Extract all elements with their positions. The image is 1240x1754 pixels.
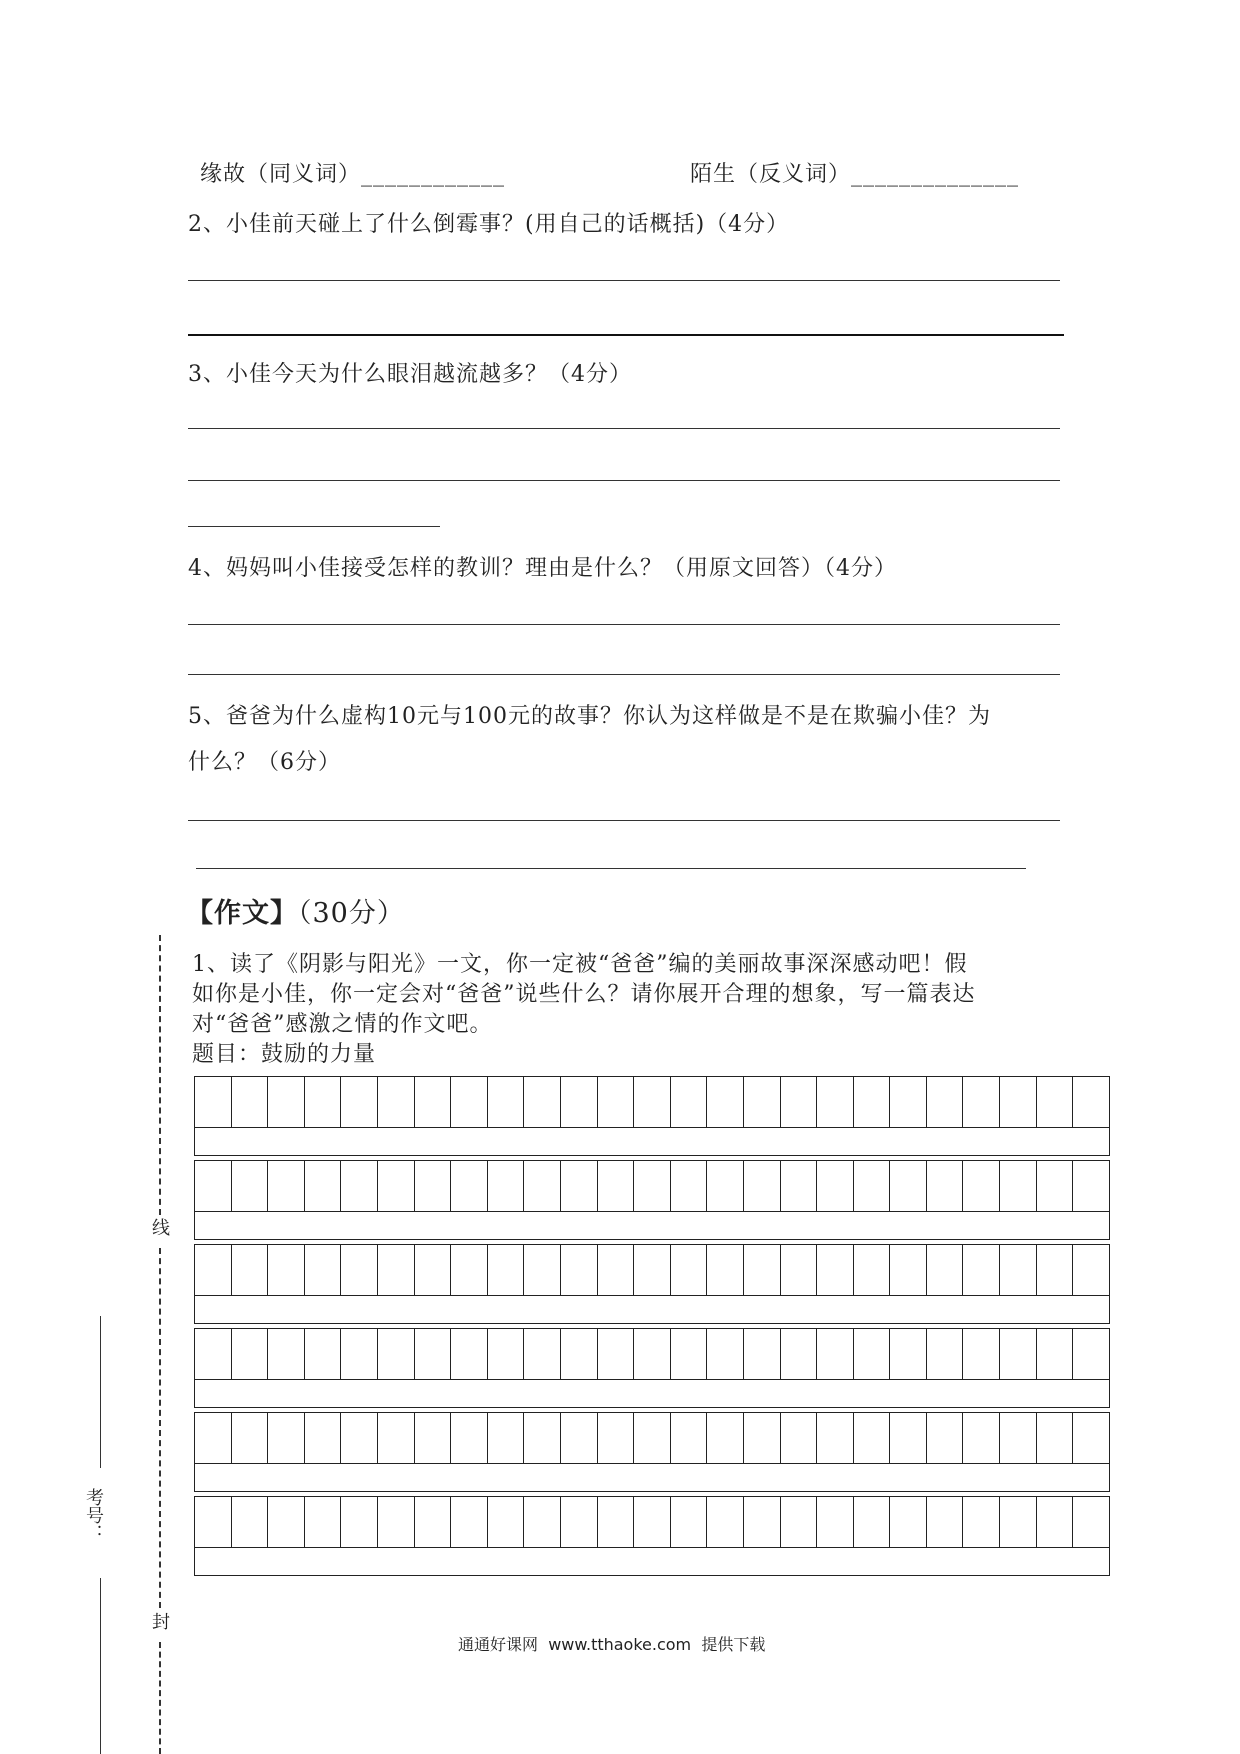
composition-prompt xyxy=(192,950,1072,1070)
prompt-line: 对“爸爸”感激之情的作文吧。 xyxy=(192,1012,493,1037)
grid-row[interactable] xyxy=(194,1328,1110,1380)
answer-line xyxy=(196,868,1026,869)
answer-line xyxy=(188,428,1060,429)
answer-line xyxy=(188,334,1064,336)
grid-row[interactable] xyxy=(194,1160,1110,1212)
synonym-prompt xyxy=(200,162,505,188)
answer-line xyxy=(188,480,1060,481)
footer-url[interactable]: www.tthaoke.com xyxy=(548,1635,692,1654)
answer-line xyxy=(188,526,440,527)
row-gap xyxy=(194,1128,1110,1156)
synonym-blank: ____________ xyxy=(361,162,506,187)
grid-row[interactable] xyxy=(194,1412,1110,1464)
answer-line xyxy=(188,820,1060,821)
composition-points: （30分） xyxy=(298,898,405,929)
composition-topic: 题目：鼓励的力量 xyxy=(192,1042,377,1067)
grid-row[interactable] xyxy=(194,1244,1110,1296)
footer xyxy=(458,1632,765,1655)
row-gap xyxy=(194,1464,1110,1492)
binding-dashed-line xyxy=(159,935,161,1215)
binding-line-label: 线 xyxy=(149,1218,170,1236)
exam-no-label: 考号： xyxy=(83,1488,104,1542)
question-2: 2、小佳前天碰上了什么倒霉事？(用自己的话概括)（4分） xyxy=(188,212,790,237)
grid-row[interactable] xyxy=(194,1076,1110,1128)
prompt-line: 1、读了《阴影与阳光》一文，你一定被“爸爸”编的美丽故事深深感动吧！假 xyxy=(192,952,968,977)
question-5-line1: 5、爸爸为什么虚构10元与100元的故事？你认为这样做是不是在欺骗小佳？为 xyxy=(188,704,991,729)
composition-title: 【作文】 xyxy=(186,898,298,929)
question-3: 3、小佳今天为什么眼泪越流越多？（4分） xyxy=(188,362,632,387)
grid-row[interactable] xyxy=(194,1496,1110,1548)
antonym-label: 陌生（反义词） xyxy=(690,162,852,187)
row-gap xyxy=(194,1548,1110,1576)
answer-line xyxy=(188,624,1060,625)
composition-heading xyxy=(186,898,405,930)
antonym-blank: ______________ xyxy=(851,162,1020,187)
synonym-label: 缘故（同义词） xyxy=(200,162,362,187)
row-gap xyxy=(194,1212,1110,1240)
binding-seal-label: 封 xyxy=(149,1612,170,1630)
answer-line xyxy=(188,280,1060,281)
antonym-prompt xyxy=(690,162,1019,188)
row-gap xyxy=(194,1296,1110,1324)
exam-no-blank[interactable] xyxy=(100,1316,101,1468)
binding-dashed-line xyxy=(159,1248,161,1608)
footer-suffix: 提供下载 xyxy=(701,1635,766,1654)
row-gap xyxy=(194,1380,1110,1408)
exam-no-blank[interactable] xyxy=(100,1578,101,1754)
question-4: 4、妈妈叫小佳接受怎样的教训？理由是什么？（用原文回答）（4分） xyxy=(188,556,897,581)
answer-line xyxy=(188,674,1060,675)
question-5-line2: 什么？（6分） xyxy=(188,750,341,775)
binding-dashed-line xyxy=(159,1642,161,1754)
prompt-line: 如你是小佳，你一定会对“爸爸”说些什么？请你展开合理的想象，写一篇表达 xyxy=(192,982,976,1007)
footer-site-name: 通通好课网 xyxy=(458,1635,539,1654)
